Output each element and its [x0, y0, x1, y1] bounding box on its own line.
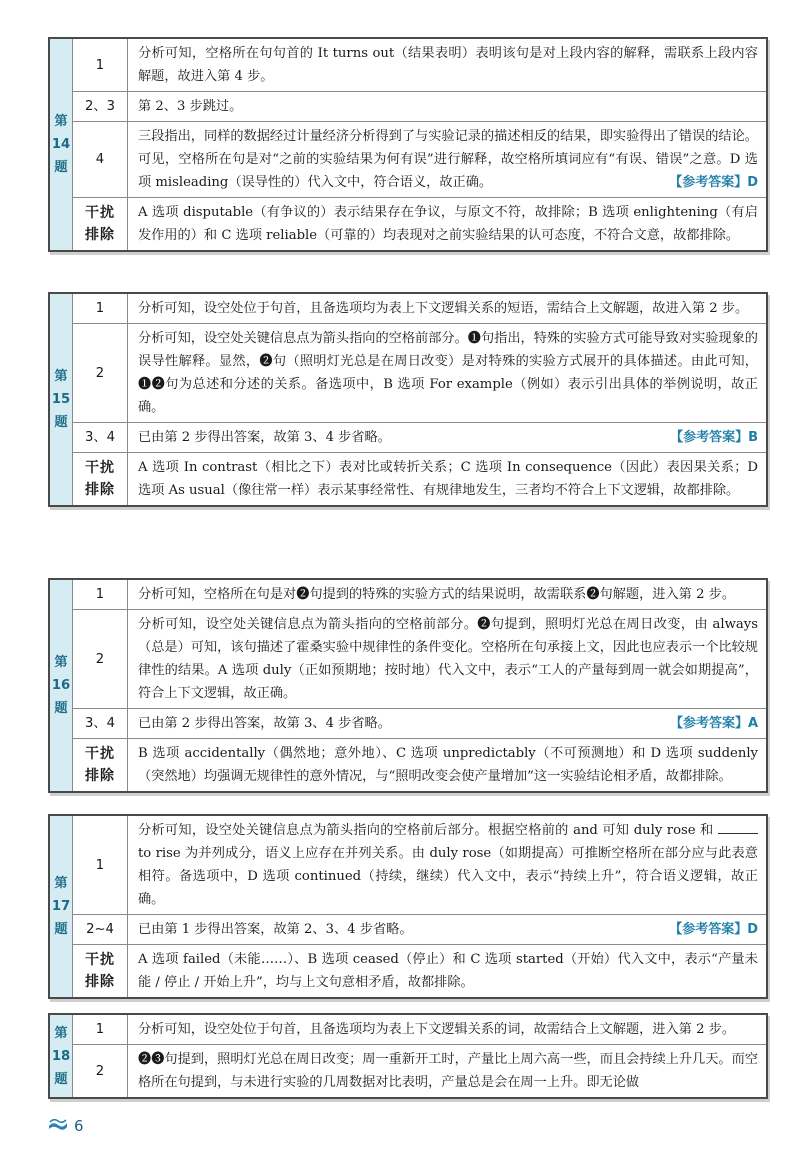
answer-label: 【参考答案】A	[669, 716, 758, 731]
table-row	[49, 915, 767, 945]
table-row	[49, 122, 767, 198]
question-16-table	[48, 578, 768, 793]
table-row	[49, 709, 767, 739]
step-text: 已由第 2 步得出答案，故第 3、4 步省略。	[138, 430, 391, 445]
step-number: 1	[73, 293, 128, 324]
step-content	[128, 122, 768, 198]
step-number: 1	[73, 815, 128, 915]
table-row	[49, 198, 767, 252]
answer-label: 【参考答案】D	[669, 922, 758, 937]
table-row	[49, 92, 767, 122]
table-row	[49, 38, 767, 92]
book-wave-icon	[48, 1117, 68, 1135]
page-number: 6	[74, 1117, 84, 1135]
answer-label: 【参考答案】D	[669, 175, 758, 190]
distractor-label: 干扰 排除	[73, 739, 128, 793]
blank-line	[718, 819, 758, 834]
step-text: 已由第 2 步得出答案，故第 3、4 步省略。	[138, 716, 391, 731]
step-number: 2	[73, 324, 128, 423]
question-label: 第 18 题	[49, 1014, 73, 1098]
step-number: 2	[73, 610, 128, 709]
distractor-label: 干扰 排除	[73, 198, 128, 252]
step-content: A 选项 In contrast（相比之下）表对比或转折关系；C 选项 In consequence（因此）表因果关系；D 选项 As usual（像往常一样）表示某事经常性、有规律地发生，三者均不符合上下文逻辑，故都排除。	[128, 453, 768, 507]
step-content: A 选项 disputable（有争议的）表示结果存在争议，与原文不符，故排除；B 选项 enlightening（有启发作用的）和 C 选项 reliable（可靠的）均表现对之前实验结果的认可态度，不符合文意，故都排除。	[128, 198, 768, 252]
step-text: 分析可知，设空处关键信息点为箭头指向的空格前后部分。根据空格前的 and 可知 duly rose 和	[138, 823, 714, 838]
table-row	[49, 324, 767, 423]
step-content: A 选项 failed（未能……）、B 选项 ceased（停止）和 C 选项 started（开始）代入文中，表示“产量未能 / 停止 / 开始上升”，均与上文句意相矛盾，故都排除。	[128, 945, 768, 999]
table-row	[49, 423, 767, 453]
step-content: 分析可知，空格所在句句首的 It turns out（结果表明）表明该句是对上段内容的解释，需联系上段内容解题，故进入第 4 步。	[128, 38, 768, 92]
step-content	[128, 915, 768, 945]
table-row	[49, 945, 767, 999]
question-14-table	[48, 37, 768, 252]
step-number: 2、3	[73, 92, 128, 122]
step-number: 2~4	[73, 915, 128, 945]
step-text: 已由第 1 步得出答案，故第 2、3、4 步省略。	[138, 922, 413, 937]
question-17-table	[48, 814, 768, 999]
step-content: 分析可知，设空处关键信息点为箭头指向的空格前部分。❷句提到，照明灯光总在周日改变，由 always（总是）可知，该句描述了霍桑实验中规律性的条件变化。空格所在句承接上文，因此也应表示一个比较规律性的结果。A 选项 duly（正如预期地；按时地）代入文中，表示“工人的产量每到周一就会如期提高”，符合上下文逻辑，故正确。	[128, 610, 768, 709]
step-content: 分析可知，空格所在句是对❷句提到的特殊的实验方式的结果说明，故需联系❷句解题，进入第 2 步。	[128, 579, 768, 610]
step-number: 1	[73, 579, 128, 610]
step-text: 三段指出，同样的数据经过计量经济分析得到了与实验记录的描述相反的结果，即实验得出了错误的结论。可见，空格所在句是对“之前的实验结果为何有误”进行解释，故空格所填词应有“有误、错误”之意。D 选项 misleading（误导性的）代入文中，符合语义，故正确。	[138, 129, 758, 190]
table-row	[49, 1045, 767, 1099]
page-footer	[48, 1117, 84, 1135]
table-row	[49, 739, 767, 793]
question-label: 第 16 题	[49, 579, 73, 792]
step-content: 分析可知，设空处位于句首，且备选项均为表上下文逻辑关系的词，故需结合上文解题，进入第 2 步。	[128, 1014, 768, 1045]
step-content: 分析可知，设空处位于句首，且备选项均为表上下文逻辑关系的短语，需结合上文解题，故进入第 2 步。	[128, 293, 768, 324]
table-row	[49, 610, 767, 709]
step-content: ❷❸句提到，照明灯光总在周日改变；周一重新开工时，产量比上周六高一些，而且会持续上升几天。而空格所在句提到，与未进行实验的几周数据对比表明，产量总是会在周一上升。即无论做	[128, 1045, 768, 1099]
table-row	[49, 293, 767, 324]
question-label: 第 17 题	[49, 815, 73, 998]
distractor-label: 干扰 排除	[73, 945, 128, 999]
table-row	[49, 1014, 767, 1045]
step-number: 4	[73, 122, 128, 198]
step-text: to rise 为并列成分，语义上应存在并列关系。由 duly rose（如期提高）可推断空格所在部分应与此表意相符。备选项中，D 选项 continued（持续，继续）代入文中，表示“持续上升”，符合语义逻辑，故正确。	[138, 846, 758, 907]
question-label: 第 14 题	[49, 38, 73, 251]
step-content	[128, 815, 768, 915]
table-row	[49, 453, 767, 507]
step-content	[128, 709, 768, 739]
question-label: 第 15 题	[49, 293, 73, 506]
answer-label: 【参考答案】B	[670, 430, 758, 445]
step-number: 3、4	[73, 709, 128, 739]
step-content: 分析可知，设空处关键信息点为箭头指向的空格前部分。❶句指出，特殊的实验方式可能导致对实验现象的误导性解释。显然，❷句（照明灯光总是在周日改变）是对特殊的实验方式展开的具体描述。由此可知，❶❷句为总述和分述的关系。备选项中，B 选项 For example（例如）表示引出具体的举例说明，故正确。	[128, 324, 768, 423]
question-15-table	[48, 292, 768, 507]
question-18-table	[48, 1013, 768, 1099]
step-content: 第 2、3 步跳过。	[128, 92, 768, 122]
step-number: 3、4	[73, 423, 128, 453]
step-content	[128, 423, 768, 453]
distractor-label: 干扰 排除	[73, 453, 128, 507]
step-number: 1	[73, 38, 128, 92]
table-row	[49, 815, 767, 915]
step-content: B 选项 accidentally（偶然地；意外地）、C 选项 unpredictably（不可预测地）和 D 选项 suddenly（突然地）均强调无规律性的意外情况，与“照明改变会使产量增加”这一实验结论相矛盾，故都排除。	[128, 739, 768, 793]
step-number: 2	[73, 1045, 128, 1099]
table-row	[49, 579, 767, 610]
step-number: 1	[73, 1014, 128, 1045]
